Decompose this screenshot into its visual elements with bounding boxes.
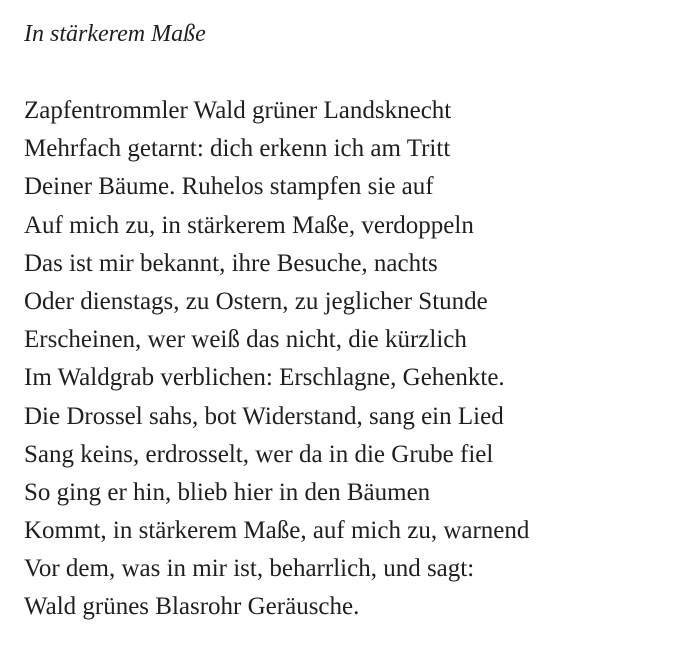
poem-line-10: Sang keins, erdrosselt, wer da in die Grube fiel xyxy=(24,440,494,468)
poem-line-13: Vor dem, was in mir ist, beharrlich, und sagt: xyxy=(24,555,475,583)
poem-line-9: Die Drossel sahs, bot Widerstand, sang ein Lied xyxy=(24,402,504,430)
poem-line-1: Zapfentrommler Wald grüner Landsknecht xyxy=(24,97,452,124)
poem-line-3: Deiner Bäume. Ruhelos stampfen sie auf xyxy=(24,173,434,201)
poem-line-7: Erscheinen, wer weiß das nicht, die kürzlich xyxy=(24,326,467,354)
poem-line-5: Das ist mir bekannt, ihre Besuche, nachts xyxy=(24,249,438,277)
poem-line-8: Im Waldgrab verblichen: Erschlagne, Gehenkte. xyxy=(24,364,505,392)
poem-line-4: Auf mich zu, in stärkerem Maße, verdoppeln xyxy=(24,211,474,239)
poem-title: In stärkerem Maße xyxy=(24,21,206,47)
poem-line-11: So ging er hin, blieb hier in den Bäumen xyxy=(24,478,431,506)
poem-line-6: Oder dienstags, zu Ostern, zu jeglicher Stunde xyxy=(24,287,488,315)
poem-line-14: Wald grünes Blasrohr Geräusche. xyxy=(24,593,360,621)
poem-stanza xyxy=(24,92,529,627)
poem-line-12: Kommt, in stärkerem Maße, auf mich zu, warnend xyxy=(24,517,530,545)
poem-line-2: Mehrfach getarnt: dich erkenn ich am Tritt xyxy=(24,135,451,163)
